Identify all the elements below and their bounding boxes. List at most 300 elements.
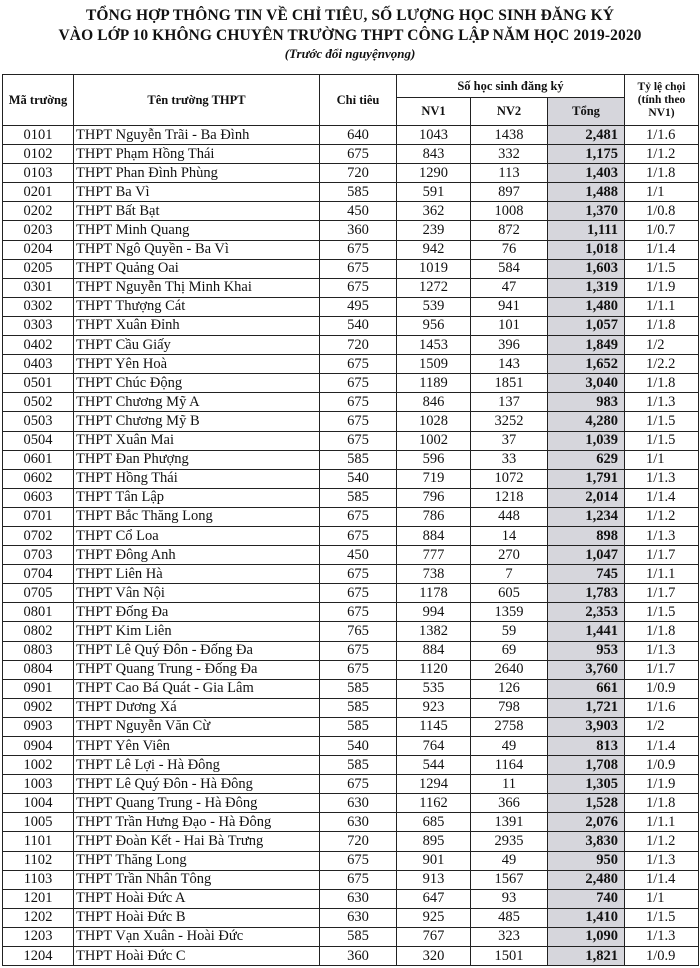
nv2-value: 7 <box>471 565 548 584</box>
school-code: 0201 <box>3 183 74 202</box>
quota-value: 450 <box>320 546 397 565</box>
nv2-value: 3252 <box>471 412 548 431</box>
nv2-value: 323 <box>471 927 548 946</box>
total-value: 2,076 <box>548 813 625 832</box>
table-row <box>3 794 699 813</box>
total-value: 813 <box>548 737 625 756</box>
school-name: THPT Trần Hưng Đạo - Hà Đông <box>74 813 320 832</box>
ratio-value: 1/1.1 <box>625 813 699 832</box>
school-name: THPT Lê Lợi - Hà Đông <box>74 756 320 775</box>
school-code: 0802 <box>3 622 74 641</box>
school-name: THPT Tân Lập <box>74 488 320 507</box>
ratio-value: 1/1.8 <box>625 164 699 183</box>
total-value: 1,057 <box>548 316 625 335</box>
nv1-value: 539 <box>397 297 471 316</box>
quota-value: 675 <box>320 603 397 622</box>
table-row <box>3 775 699 794</box>
nv1-value: 1290 <box>397 164 471 183</box>
school-name: THPT Phan Đình Phùng <box>74 164 320 183</box>
total-value: 1,480 <box>548 297 625 316</box>
ratio-value: 1/2 <box>625 336 699 355</box>
ratio-value: 1/1.2 <box>625 832 699 851</box>
nv1-value: 1382 <box>397 622 471 641</box>
quota-value: 540 <box>320 737 397 756</box>
table-row <box>3 698 699 717</box>
school-code: 0902 <box>3 698 74 717</box>
school-code: 0801 <box>3 603 74 622</box>
total-value: 983 <box>548 393 625 412</box>
nv2-value: 49 <box>471 851 548 870</box>
total-value: 2,353 <box>548 603 625 622</box>
table-row <box>3 526 699 545</box>
school-code: 0504 <box>3 431 74 450</box>
total-value: 1,039 <box>548 431 625 450</box>
nv1-value: 1178 <box>397 584 471 603</box>
total-value: 1,090 <box>548 927 625 946</box>
school-code: 0502 <box>3 393 74 412</box>
ratio-value: 1/1.2 <box>625 145 699 164</box>
total-value: 2,480 <box>548 870 625 889</box>
ratio-value: 1/1.7 <box>625 660 699 679</box>
school-name: THPT Liên Hà <box>74 565 320 584</box>
header-total: Tổng <box>548 98 625 126</box>
ratio-value: 1/1.4 <box>625 870 699 889</box>
table-row <box>3 737 699 756</box>
ratio-value: 1/1.3 <box>625 927 699 946</box>
quota-value: 540 <box>320 469 397 488</box>
table-row <box>3 908 699 927</box>
nv1-value: 1294 <box>397 775 471 794</box>
nv1-value: 1509 <box>397 355 471 374</box>
table-row <box>3 546 699 565</box>
total-value: 1,018 <box>548 240 625 259</box>
ratio-value: 1/1.5 <box>625 431 699 450</box>
school-code: 1103 <box>3 870 74 889</box>
school-name: THPT Chương Mỹ B <box>74 412 320 431</box>
school-code: 0403 <box>3 355 74 374</box>
ratio-value: 1/1 <box>625 889 699 908</box>
quota-value: 630 <box>320 889 397 908</box>
total-value: 950 <box>548 851 625 870</box>
school-name: THPT Vân Nội <box>74 584 320 603</box>
header-registered: Số học sinh đăng ký <box>397 75 625 98</box>
ratio-value: 1/1.4 <box>625 737 699 756</box>
nv2-value: 1218 <box>471 488 548 507</box>
quota-value: 675 <box>320 584 397 603</box>
table-row <box>3 259 699 278</box>
total-value: 1,305 <box>548 775 625 794</box>
ratio-value: 1/1.3 <box>625 469 699 488</box>
nv2-value: 1567 <box>471 870 548 889</box>
school-name: THPT Yên Viên <box>74 737 320 756</box>
table-row <box>3 507 699 526</box>
total-value: 3,760 <box>548 660 625 679</box>
total-value: 1,652 <box>548 355 625 374</box>
school-name: THPT Chúc Động <box>74 374 320 393</box>
school-name: THPT Dương Xá <box>74 698 320 717</box>
nv2-value: 1851 <box>471 374 548 393</box>
ratio-value: 1/1.1 <box>625 297 699 316</box>
nv2-value: 126 <box>471 679 548 698</box>
nv2-value: 2758 <box>471 717 548 736</box>
school-code: 0302 <box>3 297 74 316</box>
quota-value: 765 <box>320 622 397 641</box>
nv1-value: 544 <box>397 756 471 775</box>
total-value: 1,370 <box>548 202 625 221</box>
nv2-value: 76 <box>471 240 548 259</box>
school-name: THPT Kim Liên <box>74 622 320 641</box>
ratio-value: 1/0.8 <box>625 202 699 221</box>
school-code: 0501 <box>3 374 74 393</box>
ratio-value: 1/1.2 <box>625 507 699 526</box>
nv2-value: 332 <box>471 145 548 164</box>
table-row <box>3 393 699 412</box>
school-name: THPT Yên Hoà <box>74 355 320 374</box>
table-row <box>3 126 699 145</box>
nv2-value: 14 <box>471 526 548 545</box>
header-code: Mã trường <box>3 75 74 126</box>
total-value: 3,040 <box>548 374 625 393</box>
nv1-value: 591 <box>397 183 471 202</box>
school-name: THPT Ba Vì <box>74 183 320 202</box>
ratio-value: 1/1.3 <box>625 526 699 545</box>
table-row <box>3 240 699 259</box>
quota-value: 450 <box>320 202 397 221</box>
nv1-value: 320 <box>397 947 471 966</box>
nv1-value: 925 <box>397 908 471 927</box>
total-value: 745 <box>548 565 625 584</box>
total-value: 1,721 <box>548 698 625 717</box>
ratio-value: 1/1.1 <box>625 565 699 584</box>
quota-value: 675 <box>320 374 397 393</box>
table-row <box>3 450 699 469</box>
ratio-value: 1/1.5 <box>625 412 699 431</box>
nv1-value: 901 <box>397 851 471 870</box>
total-value: 1,783 <box>548 584 625 603</box>
nv1-value: 1189 <box>397 374 471 393</box>
header-ratio: Tỷ lệ chọi (tính theo NV1) <box>625 75 699 126</box>
school-name: THPT Xuân Đỉnh <box>74 316 320 335</box>
ratio-value: 1/1.6 <box>625 698 699 717</box>
school-name: THPT Nguyễn Trãi - Ba Đình <box>74 126 320 145</box>
ratio-value: 1/1.3 <box>625 851 699 870</box>
quota-value: 360 <box>320 221 397 240</box>
document-subtitle: (Trước đổi nguyệnvọng) <box>284 46 416 61</box>
nv2-value: 11 <box>471 775 548 794</box>
school-code: 0901 <box>3 679 74 698</box>
total-value: 1,111 <box>548 221 625 240</box>
ratio-value: 1/1 <box>625 450 699 469</box>
total-value: 898 <box>548 526 625 545</box>
school-code: 0102 <box>3 145 74 164</box>
quota-value: 675 <box>320 412 397 431</box>
quota-value: 675 <box>320 526 397 545</box>
nv2-value: 1072 <box>471 469 548 488</box>
quota-value: 675 <box>320 641 397 660</box>
table-row <box>3 488 699 507</box>
document-title-line1: TỔNG HỢP THÔNG TIN VỀ CHỈ TIÊU, SỐ LƯỢNG HỌC SINH ĐĂNG KÝ <box>85 7 615 24</box>
quota-value: 675 <box>320 775 397 794</box>
nv2-value: 1391 <box>471 813 548 832</box>
ratio-value: 1/2 <box>625 717 699 736</box>
nv1-value: 1028 <box>397 412 471 431</box>
nv2-value: 59 <box>471 622 548 641</box>
document-title-line2: VÀO LỚP 10 KHÔNG CHUYÊN TRƯỜNG THPT CÔNG LẬP NĂM HỌC 2019-2020 <box>58 27 642 44</box>
school-name: THPT Quang Trung - Hà Đông <box>74 794 320 813</box>
nv1-value: 1162 <box>397 794 471 813</box>
school-name: THPT Đống Đa <box>74 603 320 622</box>
school-name: THPT Thượng Cát <box>74 297 320 316</box>
nv2-value: 366 <box>471 794 548 813</box>
quota-value: 585 <box>320 183 397 202</box>
table-row <box>3 813 699 832</box>
school-code: 1203 <box>3 927 74 946</box>
nv2-value: 2640 <box>471 660 548 679</box>
nv1-value: 535 <box>397 679 471 698</box>
total-value: 740 <box>548 889 625 908</box>
nv1-value: 923 <box>397 698 471 717</box>
quota-value: 585 <box>320 679 397 698</box>
school-name: THPT Cao Bá Quát - Gia Lâm <box>74 679 320 698</box>
table-row <box>3 336 699 355</box>
ratio-value: 1/1.7 <box>625 546 699 565</box>
school-code: 0402 <box>3 336 74 355</box>
nv2-value: 485 <box>471 908 548 927</box>
nv1-value: 596 <box>397 450 471 469</box>
school-name: THPT Nguyễn Văn Cừ <box>74 717 320 736</box>
school-name: THPT Minh Quang <box>74 221 320 240</box>
nv1-value: 846 <box>397 393 471 412</box>
table-row <box>3 851 699 870</box>
school-name: THPT Quảng Oai <box>74 259 320 278</box>
table-row <box>3 412 699 431</box>
school-name: THPT Bắc Thăng Long <box>74 507 320 526</box>
ratio-value: 1/1 <box>625 183 699 202</box>
total-value: 1,047 <box>548 546 625 565</box>
quota-value: 720 <box>320 164 397 183</box>
school-name: THPT Quang Trung - Đống Đa <box>74 660 320 679</box>
school-name: THPT Cầu Giấy <box>74 336 320 355</box>
ratio-value: 1/1.8 <box>625 794 699 813</box>
quota-value: 675 <box>320 145 397 164</box>
nv1-value: 895 <box>397 832 471 851</box>
table-body <box>3 126 699 966</box>
table-row <box>3 641 699 660</box>
quota-value: 675 <box>320 870 397 889</box>
nv1-value: 764 <box>397 737 471 756</box>
ratio-value: 1/1.4 <box>625 240 699 259</box>
school-code: 1201 <box>3 889 74 908</box>
nv1-value: 843 <box>397 145 471 164</box>
quota-value: 675 <box>320 393 397 412</box>
school-name: THPT Đông Anh <box>74 546 320 565</box>
nv1-value: 786 <box>397 507 471 526</box>
nv1-value: 956 <box>397 316 471 335</box>
school-name: THPT Bất Bạt <box>74 202 320 221</box>
nv1-value: 884 <box>397 641 471 660</box>
nv1-value: 719 <box>397 469 471 488</box>
total-value: 1,821 <box>548 947 625 966</box>
school-code: 0705 <box>3 584 74 603</box>
table-row <box>3 870 699 889</box>
table-row <box>3 374 699 393</box>
nv1-value: 1272 <box>397 278 471 297</box>
school-code: 0603 <box>3 488 74 507</box>
total-value: 3,903 <box>548 717 625 736</box>
table-row <box>3 565 699 584</box>
quota-value: 540 <box>320 316 397 335</box>
school-name: THPT Trần Nhân Tông <box>74 870 320 889</box>
nv1-value: 884 <box>397 526 471 545</box>
quota-value: 675 <box>320 660 397 679</box>
table-row <box>3 622 699 641</box>
nv1-value: 738 <box>397 565 471 584</box>
nv2-value: 1438 <box>471 126 548 145</box>
total-value: 1,603 <box>548 259 625 278</box>
total-value: 4,280 <box>548 412 625 431</box>
school-name: THPT Chương Mỹ A <box>74 393 320 412</box>
school-code: 0303 <box>3 316 74 335</box>
school-name: THPT Xuân Mai <box>74 431 320 450</box>
nv2-value: 941 <box>471 297 548 316</box>
school-code: 1202 <box>3 908 74 927</box>
total-value: 1,791 <box>548 469 625 488</box>
quota-value: 585 <box>320 717 397 736</box>
quota-value: 675 <box>320 565 397 584</box>
nv2-value: 33 <box>471 450 548 469</box>
school-name: THPT Lê Quý Đôn - Đống Đa <box>74 641 320 660</box>
total-value: 2,481 <box>548 126 625 145</box>
nv1-value: 1002 <box>397 431 471 450</box>
school-code: 0601 <box>3 450 74 469</box>
quota-value: 495 <box>320 297 397 316</box>
nv1-value: 1145 <box>397 717 471 736</box>
header-quota: Chỉ tiêu <box>320 75 397 126</box>
table-row <box>3 278 699 297</box>
ratio-value: 1/0.9 <box>625 756 699 775</box>
nv1-value: 994 <box>397 603 471 622</box>
nv2-value: 69 <box>471 641 548 660</box>
nv2-value: 49 <box>471 737 548 756</box>
school-code: 0602 <box>3 469 74 488</box>
table-row <box>3 889 699 908</box>
nv1-value: 685 <box>397 813 471 832</box>
table-row <box>3 164 699 183</box>
quota-value: 675 <box>320 851 397 870</box>
nv2-value: 584 <box>471 259 548 278</box>
quota-value: 630 <box>320 813 397 832</box>
total-value: 1,175 <box>548 145 625 164</box>
total-value: 1,488 <box>548 183 625 202</box>
ratio-value: 1/0.7 <box>625 221 699 240</box>
school-code: 0101 <box>3 126 74 145</box>
ratio-value: 1/0.9 <box>625 679 699 698</box>
header-name: Tên trường THPT <box>74 75 320 126</box>
quota-value: 675 <box>320 355 397 374</box>
total-value: 1,234 <box>548 507 625 526</box>
quota-value: 630 <box>320 908 397 927</box>
school-name: THPT Đan Phượng <box>74 450 320 469</box>
quota-value: 585 <box>320 488 397 507</box>
total-value: 629 <box>548 450 625 469</box>
school-code: 1004 <box>3 794 74 813</box>
quota-value: 720 <box>320 832 397 851</box>
total-value: 953 <box>548 641 625 660</box>
nv1-value: 647 <box>397 889 471 908</box>
quota-value: 675 <box>320 507 397 526</box>
ratio-value: 1/1.3 <box>625 393 699 412</box>
table-row <box>3 221 699 240</box>
registration-table <box>2 74 699 966</box>
total-value: 661 <box>548 679 625 698</box>
nv2-value: 897 <box>471 183 548 202</box>
school-code: 1102 <box>3 851 74 870</box>
table-row <box>3 927 699 946</box>
school-code: 0701 <box>3 507 74 526</box>
nv2-value: 1359 <box>471 603 548 622</box>
school-code: 0202 <box>3 202 74 221</box>
total-value: 1,403 <box>548 164 625 183</box>
quota-value: 675 <box>320 431 397 450</box>
table-row <box>3 584 699 603</box>
table-row <box>3 679 699 698</box>
nv2-value: 1164 <box>471 756 548 775</box>
nv2-value: 448 <box>471 507 548 526</box>
school-code: 0702 <box>3 526 74 545</box>
school-code: 1003 <box>3 775 74 794</box>
ratio-value: 1/1.9 <box>625 278 699 297</box>
school-name: THPT Hoài Đức A <box>74 889 320 908</box>
header-nv1: NV1 <box>397 98 471 126</box>
nv1-value: 1120 <box>397 660 471 679</box>
nv2-value: 101 <box>471 316 548 335</box>
total-value: 1,849 <box>548 336 625 355</box>
total-value: 1,708 <box>548 756 625 775</box>
school-name: THPT Lê Quý Đôn - Hà Đông <box>74 775 320 794</box>
table-row <box>3 202 699 221</box>
nv2-value: 37 <box>471 431 548 450</box>
ratio-value: 1/1.8 <box>625 622 699 641</box>
total-value: 1,319 <box>548 278 625 297</box>
ratio-value: 1/1.5 <box>625 908 699 927</box>
ratio-value: 1/1.5 <box>625 259 699 278</box>
quota-value: 360 <box>320 947 397 966</box>
nv2-value: 93 <box>471 889 548 908</box>
school-name: THPT Hồng Thái <box>74 469 320 488</box>
total-value: 2,014 <box>548 488 625 507</box>
nv2-value: 2935 <box>471 832 548 851</box>
ratio-value: 1/1.9 <box>625 775 699 794</box>
table-row <box>3 756 699 775</box>
nv2-value: 605 <box>471 584 548 603</box>
school-code: 0803 <box>3 641 74 660</box>
nv2-value: 47 <box>471 278 548 297</box>
total-value: 1,441 <box>548 622 625 641</box>
ratio-value: 1/1.5 <box>625 603 699 622</box>
nv2-value: 1501 <box>471 947 548 966</box>
school-code: 0804 <box>3 660 74 679</box>
school-code: 0205 <box>3 259 74 278</box>
nv2-value: 113 <box>471 164 548 183</box>
nv1-value: 777 <box>397 546 471 565</box>
quota-value: 630 <box>320 794 397 813</box>
school-name: THPT Vạn Xuân - Hoài Đức <box>74 927 320 946</box>
quota-value: 675 <box>320 240 397 259</box>
quota-value: 585 <box>320 450 397 469</box>
school-name: THPT Hoài Đức B <box>74 908 320 927</box>
quota-value: 720 <box>320 336 397 355</box>
school-name: THPT Nguyễn Thị Minh Khai <box>74 278 320 297</box>
